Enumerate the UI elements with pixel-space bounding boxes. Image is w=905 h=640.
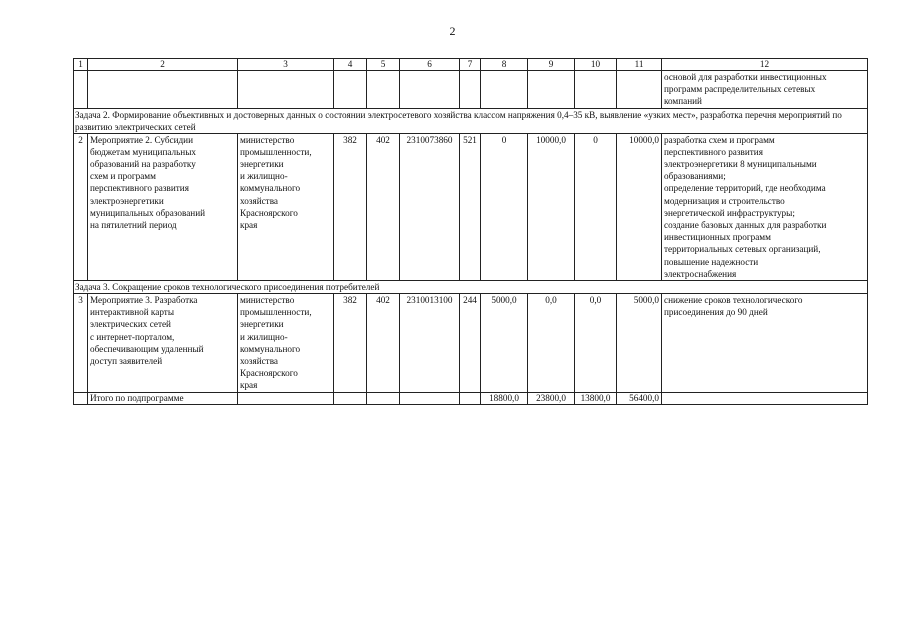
responsible-org: министерство промышленности, энергетики и жилищно- коммунального хозяйства Красноярского края bbox=[238, 294, 334, 393]
total-label: Итого по подпрограмме bbox=[88, 392, 238, 404]
col-header: 12 bbox=[662, 59, 868, 71]
table-cell bbox=[334, 392, 367, 404]
table-cell bbox=[662, 392, 868, 404]
total-row bbox=[74, 392, 868, 404]
table-cell bbox=[481, 71, 528, 109]
amount-cell: 5000,0 bbox=[617, 294, 662, 393]
total-amount: 56400,0 bbox=[617, 392, 662, 404]
total-amount: 13800,0 bbox=[575, 392, 617, 404]
col-header: 2 bbox=[88, 59, 238, 71]
amount-cell: 0,0 bbox=[575, 294, 617, 393]
task-row bbox=[74, 281, 868, 294]
task-row bbox=[74, 108, 868, 133]
code-cell: 244 bbox=[460, 294, 481, 393]
table-cell bbox=[400, 71, 460, 109]
col-header: 9 bbox=[528, 59, 575, 71]
table-cell bbox=[460, 392, 481, 404]
code-cell: 2310013100 bbox=[400, 294, 460, 393]
table-row bbox=[74, 294, 868, 393]
code-cell: 382 bbox=[334, 294, 367, 393]
table-cell bbox=[74, 392, 88, 404]
col-header: 4 bbox=[334, 59, 367, 71]
activity-name: Мероприятие 3. Разработка интерактивной карты электрических сетей с интернет-порталом, обеспечивающим удаленный доступ заявителей bbox=[88, 294, 238, 393]
row-number: 2 bbox=[74, 133, 88, 280]
result-cell: основой для разработки инвестиционных программ распределительных сетевых компаний bbox=[662, 71, 868, 109]
col-header: 6 bbox=[400, 59, 460, 71]
table-row bbox=[74, 133, 868, 280]
code-cell: 2310073860 bbox=[400, 133, 460, 280]
table-cell bbox=[238, 392, 334, 404]
task-3-title: Задача 3. Сокращение сроков технологического присоединения потребителей bbox=[74, 281, 868, 294]
total-amount: 18800,0 bbox=[481, 392, 528, 404]
col-header: 5 bbox=[367, 59, 400, 71]
table-cell bbox=[400, 392, 460, 404]
table-cell bbox=[88, 71, 238, 109]
col-header: 8 bbox=[481, 59, 528, 71]
table-cell bbox=[367, 392, 400, 404]
code-cell: 402 bbox=[367, 294, 400, 393]
table-cell bbox=[460, 71, 481, 109]
amount-cell: 0,0 bbox=[528, 294, 575, 393]
amount-cell: 0 bbox=[481, 133, 528, 280]
col-header: 11 bbox=[617, 59, 662, 71]
continuation-row bbox=[74, 71, 868, 109]
task-2-title: Задача 2. Формирование объективных и достоверных данных о состоянии электросетевого хозяйства классом напряжения 0,4–35 кВ, выявление «узких мест», разработка перечня мероприятий по развитию электрических сетей bbox=[74, 108, 868, 133]
amount-cell: 5000,0 bbox=[481, 294, 528, 393]
col-header: 3 bbox=[238, 59, 334, 71]
table-cell bbox=[74, 71, 88, 109]
page-number: 2 bbox=[449, 24, 456, 38]
amount-cell: 0 bbox=[575, 133, 617, 280]
col-header: 7 bbox=[460, 59, 481, 71]
table-cell bbox=[528, 71, 575, 109]
table-cell bbox=[617, 71, 662, 109]
header-row bbox=[74, 59, 868, 71]
result-cell: разработка схем и программ перспективного развития электроэнергетики 8 муниципальными образованиями; определение территорий, где необходима модернизация и строительство энергетической инфраструктуры; создание базовых данных для разработки инвестиционных программ территориальных сетевых организаций, повышение надежности электроснабжения bbox=[662, 133, 868, 280]
row-number: 3 bbox=[74, 294, 88, 393]
code-cell: 382 bbox=[334, 133, 367, 280]
table-cell bbox=[575, 71, 617, 109]
total-amount: 23800,0 bbox=[528, 392, 575, 404]
col-header: 10 bbox=[575, 59, 617, 71]
amount-cell: 10000,0 bbox=[617, 133, 662, 280]
col-header: 1 bbox=[74, 59, 88, 71]
code-cell: 402 bbox=[367, 133, 400, 280]
code-cell: 521 bbox=[460, 133, 481, 280]
result-cell: снижение сроков технологического присоединения до 90 дней bbox=[662, 294, 868, 393]
table-cell bbox=[238, 71, 334, 109]
responsible-org: министерство промышленности, энергетики и жилищно- коммунального хозяйства Красноярского края bbox=[238, 133, 334, 280]
table-cell bbox=[334, 71, 367, 109]
amount-cell: 10000,0 bbox=[528, 133, 575, 280]
program-table bbox=[73, 58, 868, 405]
table-cell bbox=[367, 71, 400, 109]
activity-name: Мероприятие 2. Субсидии бюджетам муниципальных образований на разработку схем и программ перспективного развития электроэнергетики муниципальных образований на пятилетний период bbox=[88, 133, 238, 280]
